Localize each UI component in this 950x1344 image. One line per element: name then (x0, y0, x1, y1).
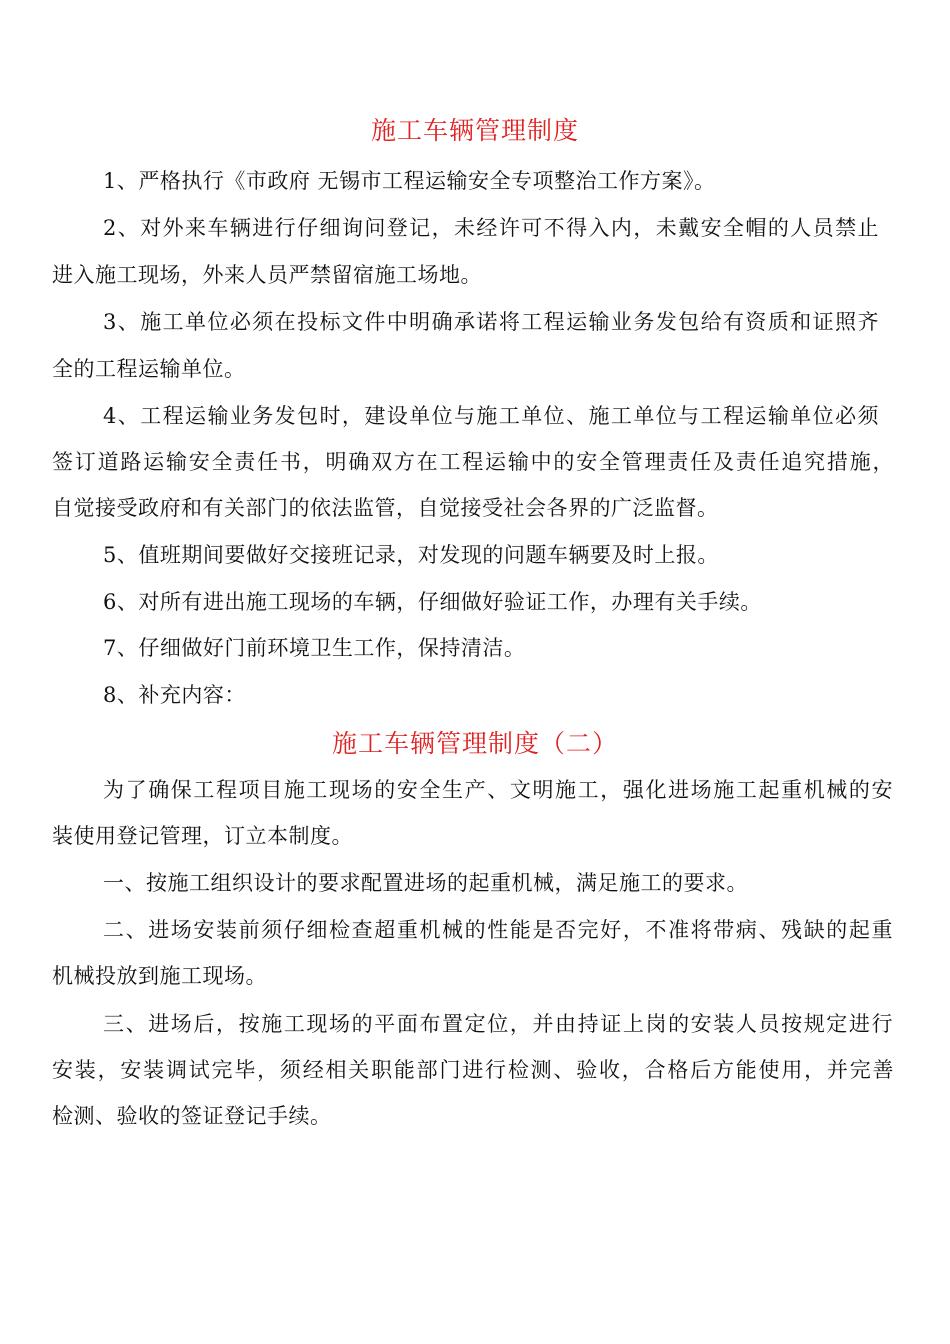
section1-title: 施工车辆管理制度 (370, 116, 579, 145)
section2-line-3: 一、按施工组织设计的要求配置进场的起重机械，满足施工的要求。 (103, 871, 748, 895)
section2-title: 施工车辆管理制度（二） (331, 729, 618, 758)
section1-line-12: 8、补充内容： (103, 683, 246, 707)
section1-line-10: 6、对所有进出施工现场的车辆，仔细做好验证工作，办理有关手续。 (103, 590, 762, 614)
section1-line-1: 1、严格执行《市政府 无锡市工程运输安全专项整治工作方案》。 (103, 169, 716, 193)
section1-line-6: 4、工程运输业务发包时，建设单位与施工单位、施工单位与工程运输单位必须 (103, 404, 879, 428)
section2-line-4: 二、进场安装前须仔细检查超重机械的性能是否完好，不准将带病、残缺的起重 (103, 918, 893, 942)
section2-line-2: 装使用登记管理，订立本制度。 (52, 824, 353, 848)
section2-line-5: 机械投放到施工现场。 (52, 964, 267, 988)
section1-line-11: 7、仔细做好门前环境卫生工作，保持清洁。 (103, 636, 526, 660)
section2-line-7: 安装，安装调试完毕，须经相关职能部门进行检测、验收，合格后方能使用，并完善 (52, 1058, 894, 1082)
section1-line-5: 全的工程运输单位。 (52, 357, 246, 381)
section1-line-8: 自觉接受政府和有关部门的依法监管，自觉接受社会各界的广泛监督。 (52, 496, 719, 520)
section1-line-7: 签订道路运输安全责任书，明确双方在工程运输中的安全管理责任及责任追究措施， (52, 450, 894, 474)
section1-line-4: 3、施工单位必须在投标文件中明确承诺将工程运输业务发包给有资质和证照齐 (103, 310, 879, 334)
section2-line-6: 三、进场后，按施工现场的平面布置定位，并由持证上岗的安装人员按规定进行 (103, 1012, 893, 1036)
section2-line-8: 检测、验收的签证登记手续。 (52, 1104, 332, 1128)
section1-line-9: 5、值班期间要做好交接班记录，对发现的问题车辆要及时上报。 (103, 543, 719, 567)
section1-line-3: 进入施工现场，外来人员严禁留宿施工场地。 (52, 263, 482, 287)
section2-line-1: 为了确保工程项目施工现场的安全生产、文明施工，强化进场施工起重机械的安 (103, 778, 893, 802)
section1-line-2: 2、对外来车辆进行仔细询问登记，未经许可不得入内，未戴安全帽的人员禁止 (103, 216, 879, 240)
